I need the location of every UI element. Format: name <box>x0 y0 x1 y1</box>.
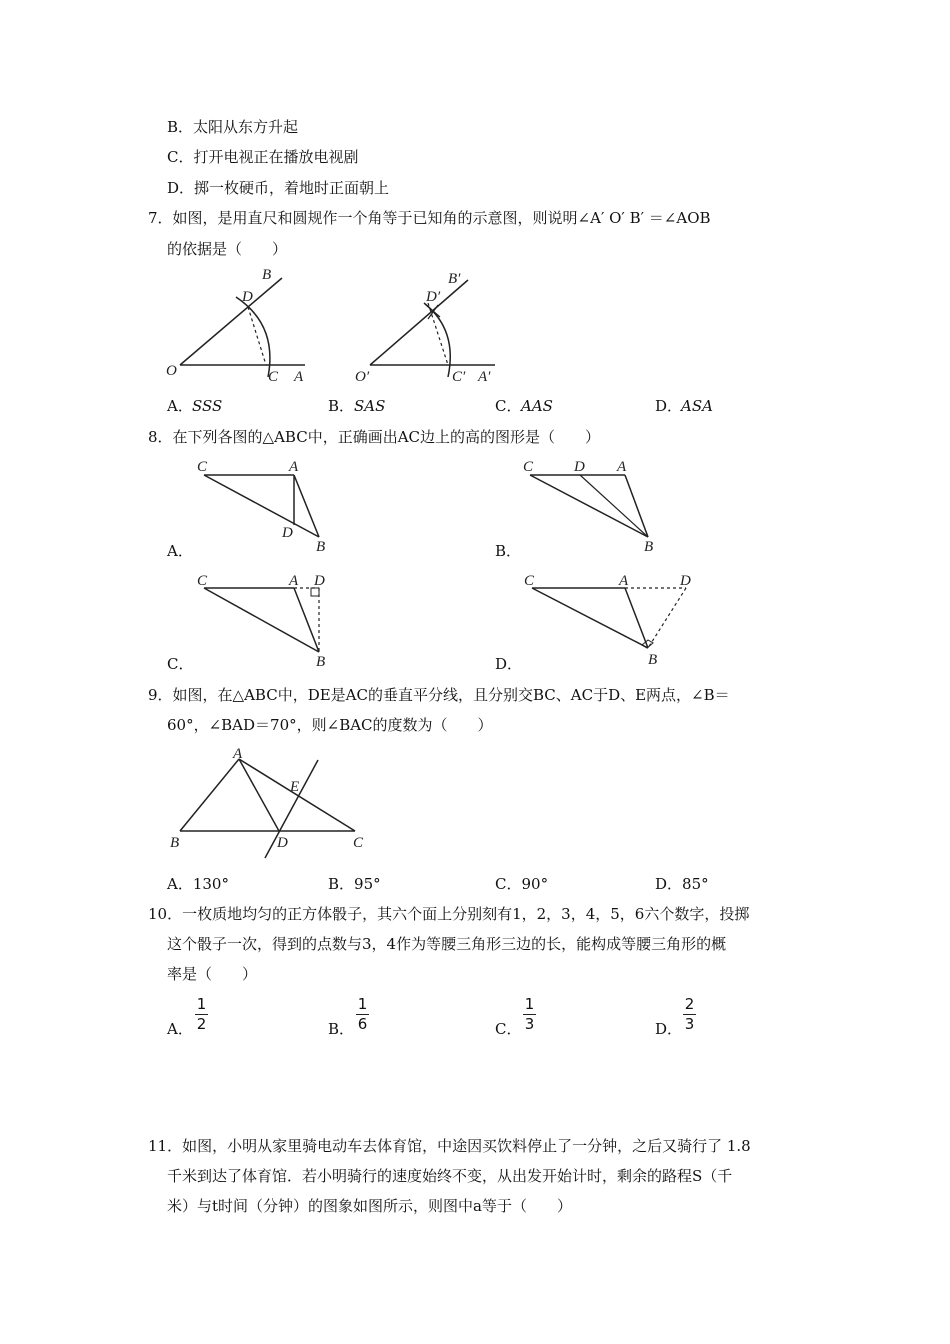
q10-option-b-numerator: 1 <box>357 995 368 1013</box>
q10-option-d-fraction <box>683 996 696 1033</box>
q10-stem-line2: 这个骰子一次，得到的点数与3，4作为等腰三角形三边的长，能构成等腰三角形的概 <box>167 935 727 953</box>
q10-option-d-denominator: 3 <box>684 1015 695 1033</box>
q9-figure <box>165 745 385 865</box>
q7-option-d-label: D． <box>655 397 683 415</box>
q8-figure-d <box>518 570 698 670</box>
q8d-label-c: C <box>524 573 535 589</box>
q9-stem-line1: 9．如图，在△ABC中，DE是AC的垂直平分线，且分别交BC、AC于D、E两点，∠B＝ <box>148 686 730 704</box>
q7-figure-right <box>350 265 510 390</box>
q9-stem-line2: 60°，∠BAD＝70°，则∠BAC的度数为（ ） <box>167 716 493 734</box>
q9-label-a: A <box>233 746 243 762</box>
q10-option-d-numerator: 2 <box>684 995 695 1013</box>
q7-left-label-a: A <box>294 369 304 385</box>
q8d-label-b: B <box>648 652 658 668</box>
q7-stem-line1: 7．如图，是用直尺和圆规作一个角等于已知角的示意图，则说明∠A′ O′ B′ ＝∠AOB <box>148 209 711 227</box>
q8-option-b-label: B． <box>495 542 522 560</box>
q9-option-b: B．95° <box>328 875 381 893</box>
q6-option-d: D．掷一枚硬币，着地时正面朝上 <box>167 179 390 197</box>
q10-option-c-label: C． <box>495 1020 522 1038</box>
q7-option-c-label: C． <box>495 397 522 415</box>
q7-left-label-c: C <box>268 369 279 385</box>
q8b-label-d: D <box>574 459 585 475</box>
q7-option-a-label: A． <box>167 397 193 415</box>
q8d-label-a: A <box>619 573 629 589</box>
q8a-label-b: B <box>316 539 326 555</box>
q10-option-a-denominator: 2 <box>196 1015 207 1033</box>
q7-right-label-a: A′ <box>478 369 491 385</box>
q8b-label-c: C <box>523 459 534 475</box>
q8c-label-b: B <box>316 654 326 670</box>
q8a-label-d: D <box>282 525 293 541</box>
q7-option-c-value: AAS <box>521 397 553 415</box>
q6-option-b: B．太阳从东方升起 <box>167 118 299 136</box>
q8-option-c-label: C． <box>167 655 194 673</box>
q9-label-e: E <box>290 779 300 795</box>
q7-figure-left <box>160 265 320 390</box>
q8-figure-c <box>192 570 342 670</box>
q7-left-label-b: B <box>262 267 272 283</box>
q8a-label-c: C <box>197 459 208 475</box>
q7-left-label-o: O <box>166 363 177 379</box>
q7-option-a-value: SSS <box>192 397 223 415</box>
q10-option-a-numerator: 1 <box>196 995 207 1013</box>
q8-stem: 8．在下列各图的△ABC中，正确画出AC边上的高的图形是（ ） <box>148 428 601 446</box>
q6-option-c: C．打开电视正在播放电视剧 <box>167 148 359 166</box>
q10-option-b-label: B． <box>328 1020 355 1038</box>
q7-option-b-value: SAS <box>354 397 386 415</box>
q10-option-b-fraction <box>356 996 369 1033</box>
q9-option-d: D．85° <box>655 875 709 893</box>
q10-option-b-denominator: 6 <box>357 1015 368 1033</box>
q10-stem-line3: 率是（ ） <box>167 965 258 983</box>
q11-stem-line1: 11．如图，小明从家里骑电动车去体育馆，中途因买饮料停止了一分钟，之后又骑行了 1.8 <box>148 1137 751 1155</box>
q10-option-a-fraction <box>195 996 208 1033</box>
q9-label-b: B <box>170 835 180 851</box>
q11-stem-line3: 米）与t时间（分钟）的图象如图所示，则图中a等于（ ） <box>167 1197 572 1215</box>
q7-left-label-d: D <box>242 289 253 305</box>
q8-figure-b <box>518 455 668 555</box>
q7-stem-line2: 的依据是（ ） <box>167 240 288 258</box>
q8-option-d-label: D． <box>495 655 523 673</box>
q11-stem-line2: 千米到达了体育馆．若小明骑行的速度始终不变，从出发开始计时，剩余的路程S（千 <box>167 1167 733 1185</box>
q8b-label-a: A <box>617 459 627 475</box>
q9-option-a: A．130° <box>167 875 229 893</box>
q7-option-b-label: B． <box>328 397 355 415</box>
q9-label-d: D <box>277 835 288 851</box>
q8c-label-d: D <box>314 573 325 589</box>
q9-option-c: C．90° <box>495 875 549 893</box>
q8c-label-a: A <box>289 573 299 589</box>
q9-label-c: C <box>353 835 364 851</box>
q10-option-c-fraction <box>523 996 536 1033</box>
q10-option-c-denominator: 3 <box>524 1015 535 1033</box>
q10-stem-line1: 10．一枚质地均匀的正方体骰子，其六个面上分别刻有1，2，3，4，5，6六个数字，投掷 <box>148 905 750 923</box>
q7-right-label-o: O′ <box>355 369 370 385</box>
q10-option-c-numerator: 1 <box>524 995 535 1013</box>
q8-option-a-label: A． <box>167 542 193 560</box>
q7-right-label-c: C′ <box>452 369 466 385</box>
q8b-label-b: B <box>644 539 654 555</box>
q8a-label-a: A <box>289 459 299 475</box>
q10-option-d-label: D． <box>655 1020 683 1038</box>
q8-figure-a <box>192 455 342 555</box>
q8c-label-c: C <box>197 573 208 589</box>
q7-option-d-value: ASA <box>681 397 713 415</box>
q8d-label-d: D <box>680 573 691 589</box>
q7-right-label-d: D′ <box>426 289 441 305</box>
q10-option-a-label: A． <box>167 1020 193 1038</box>
q7-right-label-b: B′ <box>448 271 461 287</box>
